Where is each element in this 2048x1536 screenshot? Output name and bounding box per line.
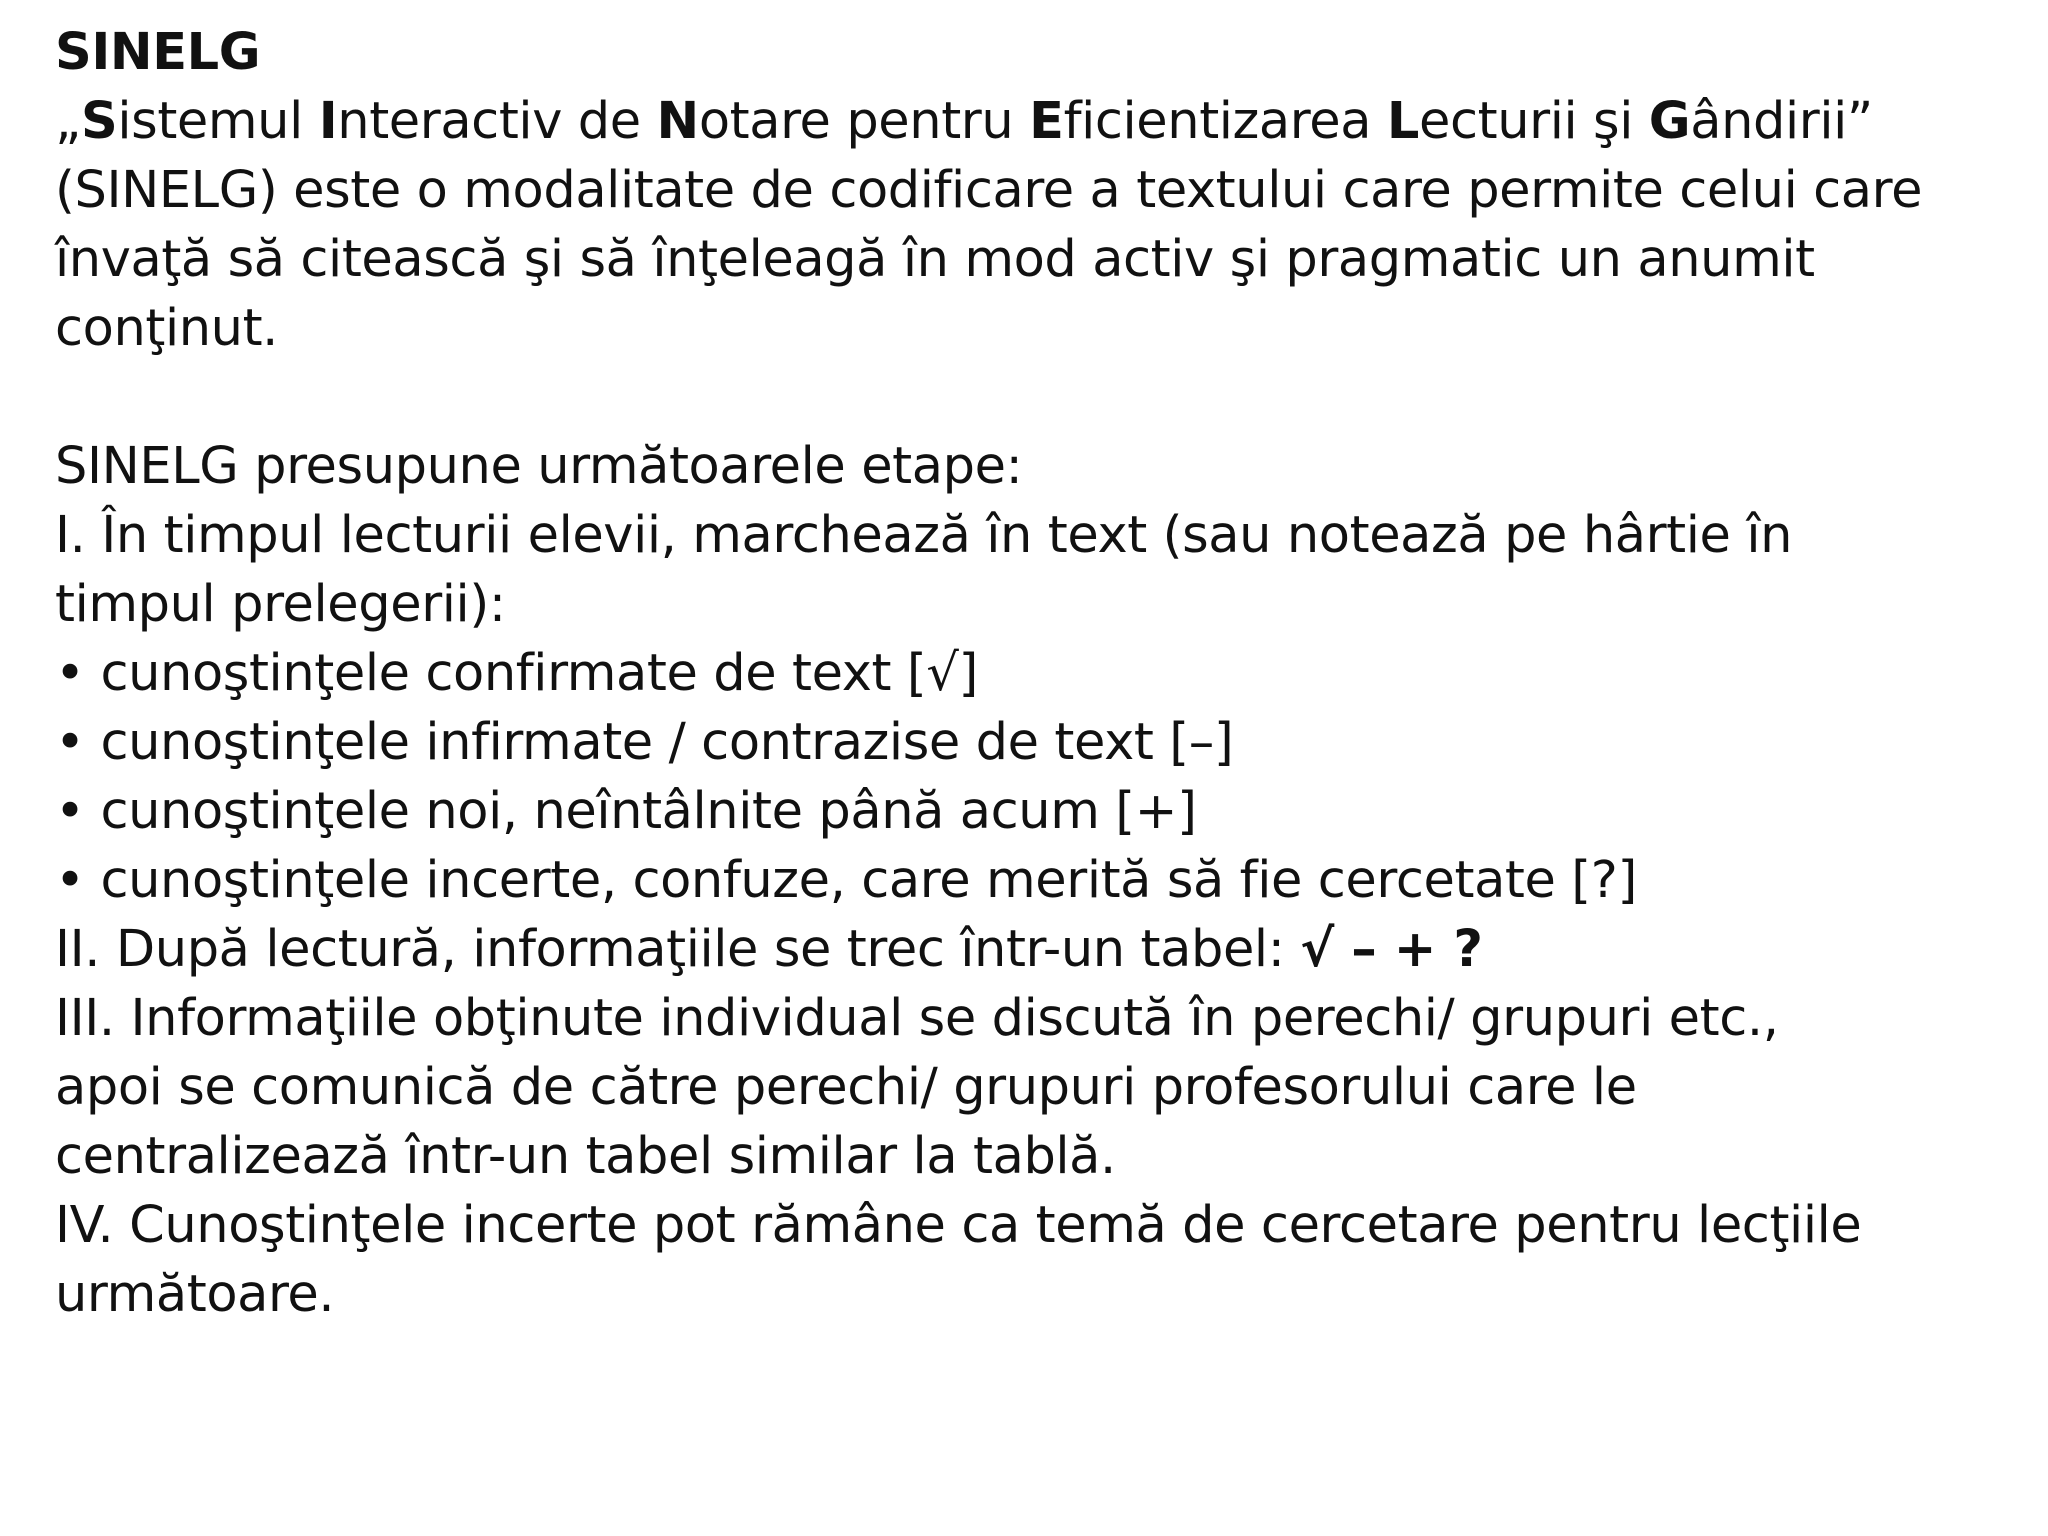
acronym-word-rest: ândirii” xyxy=(1690,92,1873,151)
acronym-definition-line xyxy=(55,87,2030,156)
stage-2-text: II. După lectură, informaţiile se trec într-un tabel: xyxy=(55,920,1301,979)
bullet-item: • cunoştinţele confirmate de text [√] xyxy=(55,644,978,703)
blank-line xyxy=(55,363,2030,432)
stage-1-line: timpul prelegerii): xyxy=(55,575,506,634)
acronym-word-rest: otare pentru xyxy=(698,92,1030,151)
stage-3-line: apoi se comunică de către perechi/ grupuri profesorului care le xyxy=(55,1058,1637,1117)
acronym-initial: L xyxy=(1386,92,1419,151)
stage-3-line: centralizează într-un tabel similar la tablă. xyxy=(55,1127,1116,1186)
acronym-word-rest: ficientizarea xyxy=(1063,92,1387,151)
acronym-word-rest: istemul xyxy=(117,92,319,151)
acronym-word-rest: nteractiv de xyxy=(337,92,657,151)
bullet-item: • cunoştinţele infirmate / contrazise de text [–] xyxy=(55,713,1234,772)
stages-intro: SINELG presupune următoarele etape: xyxy=(55,437,1023,496)
acronym-initial: E xyxy=(1029,92,1064,151)
slide-content xyxy=(55,18,2030,1329)
acronym-initial: S xyxy=(81,92,118,151)
bullet-item: • cunoştinţele noi, neîntâlnite până acum [+] xyxy=(55,782,1197,841)
acronym-word-rest: ecturii şi xyxy=(1418,92,1649,151)
stage-4-line: următoare. xyxy=(55,1265,335,1324)
definition-line: conţinut. xyxy=(55,299,278,358)
open-quote: „ xyxy=(55,92,82,151)
acronym-initial: N xyxy=(656,92,699,151)
acronym-initial: G xyxy=(1648,92,1691,151)
definition-line: învaţă să citească şi să înţeleagă în mod activ şi pragmatic un anumit xyxy=(55,230,1815,289)
stage-1-line: I. În timpul lecturii elevii, marchează în text (sau notează pe hârtie în xyxy=(55,506,1793,565)
slide-title: SINELG xyxy=(55,23,261,82)
bullet-item: • cunoştinţele incerte, confuze, care merită să fie cercetate [?] xyxy=(55,851,1637,910)
definition-line: (SINELG) este o modalitate de codificare a textului care permite celui care xyxy=(55,161,1923,220)
stage-4-line: IV. Cunoştinţele incerte pot rămâne ca temă de cercetare pentru lecţiile xyxy=(55,1196,1862,1255)
acronym-initial: I xyxy=(318,92,338,151)
stage-2-symbols: √ – + ? xyxy=(1300,920,1483,979)
stage-2-line xyxy=(55,915,2030,984)
stage-3-line: III. Informaţiile obţinute individual se discută în perechi/ grupuri etc., xyxy=(55,989,1779,1048)
